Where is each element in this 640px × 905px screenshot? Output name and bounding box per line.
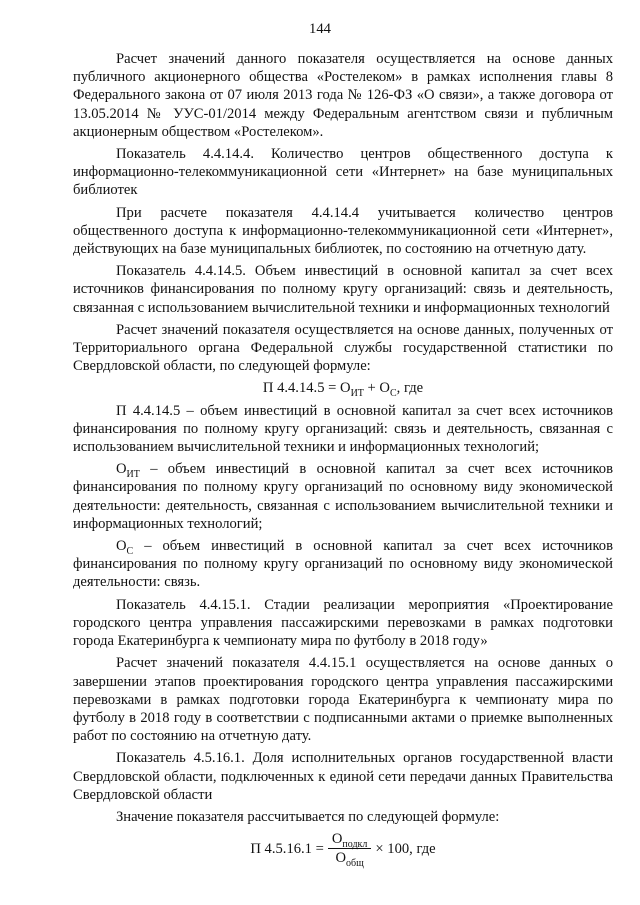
definition — [73, 537, 613, 592]
formula-lhs: П 4.4.14.5 = О — [262, 380, 351, 397]
fraction-denominator — [331, 849, 367, 870]
denominator-symbol: О — [335, 850, 346, 867]
numerator-subscript: подкл — [342, 839, 368, 851]
paragraph: Расчет значений данного показателя осуществляется на основе данных публичного акционерного общества «Ростелеком» в рамках исполнения главы 8 Федерального закона от 07 июля 2013 года № 126-ФЗ «О связи», а также договора от 13.05.2014 № УУС-01/2014 между Федеральным агентством связи и публичным акционерным обществом «Ростелеком». — [73, 51, 613, 140]
fraction-numerator — [328, 830, 372, 849]
definition: П 4.4.14.5 – объем инвестиций в основной капитал за счет всех источников финансирования по полному кругу организаций: связь и деятельность, связанная с использованием вычислительной техники и информационных технологий; — [73, 402, 613, 456]
formula-fraction — [328, 830, 372, 870]
document-body — [73, 50, 613, 870]
definition-text: – объем инвестиций в основной капитал за счет всех источников финансирования по полному кругу организаций по основному виду экономической деятельности: связь. — [73, 538, 613, 591]
formula-subscript: ИТ — [350, 388, 364, 400]
formula-4-5-16-1 — [73, 830, 613, 870]
formula-4-4-14-5 — [73, 379, 613, 400]
definition — [73, 460, 613, 533]
indicator-heading: Показатель 4.4.15.1. Стадии реализации мероприятия «Проектирование городского центра управления пассажирскими перевозками в рамках подготовки города Екатеринбурга к чемпионату мира по футболу в 2018 году» — [73, 596, 613, 650]
formula-operator: + О — [363, 380, 390, 397]
formula-tail: , где — [396, 380, 424, 397]
definition-text: – объем инвестиций в основной капитал за счет всех источников финансирования по полному кругу организаций по основному виду экономической деятельности: деятельность, связанная с использованием вычислительной техники и информационных технологий; — [73, 461, 613, 532]
symbol-subscript: С — [126, 545, 134, 557]
paragraph: При расчете показателя 4.4.14.4 учитывается количество центров общественного доступа к информационно-телекоммуникационной сети «Интернет», действующих на базе муниципальных библиотек, по состоянию на отчетную дату. — [73, 204, 613, 258]
indicator-heading: Показатель 4.4.14.4. Количество центров общественного доступа к информационно-телекоммуникационной сети «Интернет» на базе муниципальных библиотек — [73, 146, 613, 199]
denominator-subscript: общ — [346, 858, 364, 870]
indicator-heading: Показатель 4.4.14.5. Объем инвестиций в основной капитал за счет всех источников финансирования по полному кругу организаций: связь и деятельность, связанная с использованием вычислительной техники и информационных технологий — [73, 263, 613, 316]
symbol: О — [116, 538, 127, 555]
indicator-heading: Показатель 4.5.16.1. Доля исполнительных органов государственной власти Свердловской области, подключенных к единой сети передачи данных Правительства Свердловской области — [73, 750, 613, 803]
symbol-subscript: ИТ — [126, 469, 140, 481]
paragraph: Расчет значений показателя осуществляется на основе данных, полученных от Территориального органа Федеральной службы государственной статистики по Свердловской области, по следующей формуле: — [73, 321, 613, 375]
paragraph: Расчет значений показателя 4.4.15.1 осуществляется на основе данных о завершении этапов проектирования городского центра управления пассажирскими перевозками в рамках подготовки города Екатеринбурга к чемпионату мира по футболу в 2018 году в соответствии с подписанными актами о приемке выполненных работ по состоянию на отчетную дату. — [73, 655, 613, 745]
formula-subscript: С — [389, 388, 397, 400]
paragraph: Значение показателя рассчитывается по следующей формуле: — [116, 808, 500, 825]
symbol: О — [116, 461, 127, 478]
numerator-symbol: О — [331, 831, 343, 848]
page-number: 144 — [309, 21, 331, 37]
formula-rhs: × 100, где — [375, 840, 436, 857]
formula-lhs: П 4.5.16.1 = — [250, 840, 324, 857]
